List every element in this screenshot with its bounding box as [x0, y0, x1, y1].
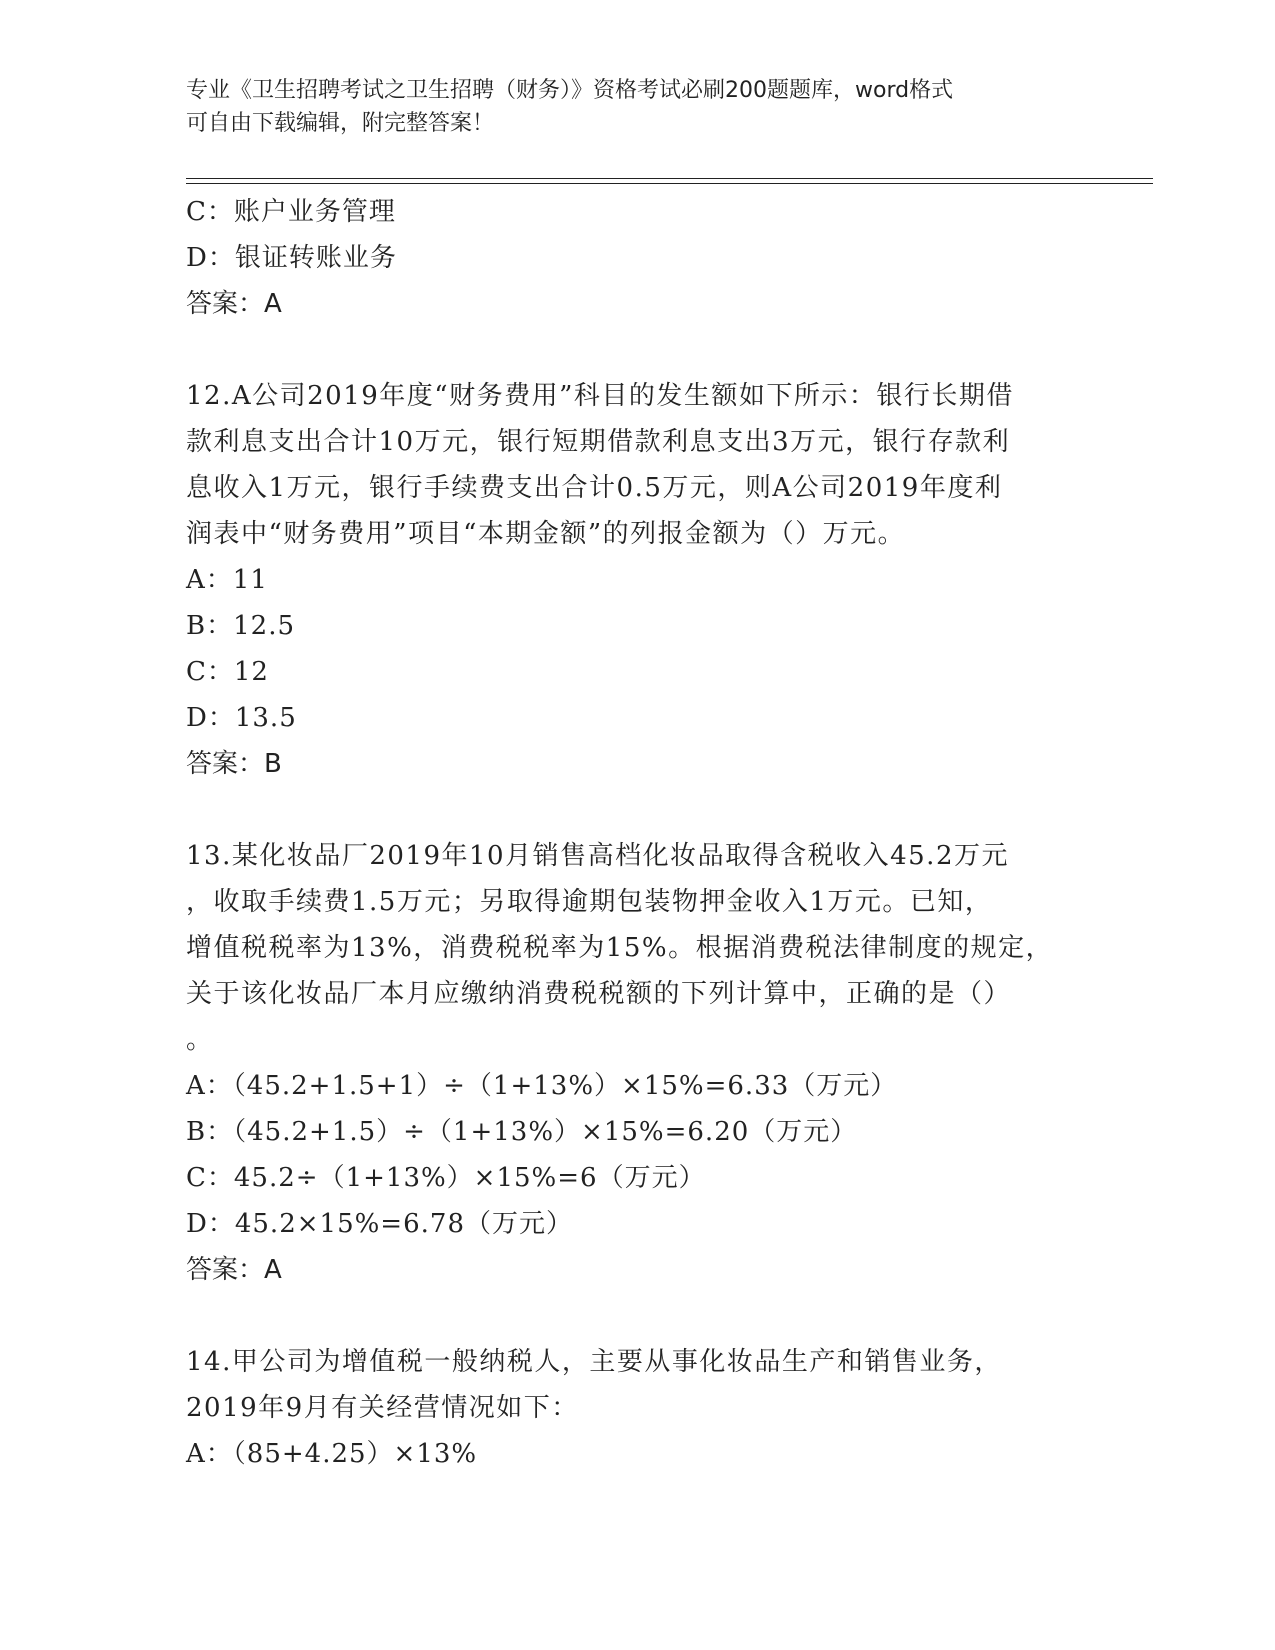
document-header	[186, 74, 1086, 140]
question-12-answer: 答案：B	[186, 749, 282, 779]
document-body	[186, 189, 1086, 1477]
question-12-option-b: B：12.5	[186, 611, 295, 641]
header-rule-bottom	[186, 183, 1153, 184]
question-13-line-2: ，收取手续费1.5万元；另取得逾期包装物押金收入1万元。已知，	[186, 887, 993, 917]
question-14-option-a: A：（85+4.25）×13%	[186, 1439, 478, 1469]
question-13-answer: 答案：A	[186, 1255, 282, 1285]
question-14-line-1: 14.甲公司为增值税一般纳税人，主要从事化妆品生产和销售业务，	[186, 1347, 1002, 1377]
question-13-option-d: D：45.2×15%=6.78（万元）	[186, 1209, 573, 1239]
question-13-option-c: C：45.2÷（1+13%）×15%=6（万元）	[186, 1163, 706, 1193]
header-rule-top	[186, 178, 1153, 179]
header-title-line-2: 可自由下载编辑，附完整答案！	[186, 111, 495, 136]
header-title-line-1: 专业《卫生招聘考试之卫生招聘（财务）》资格考试必刷200题题库，word格式	[186, 78, 954, 103]
question-13-line-4: 关于该化妆品厂本月应缴纳消费税税额的下列计算中，正确的是（）	[186, 979, 1012, 1009]
spacer	[186, 327, 1086, 373]
question-13-option-b: B：（45.2+1.5）÷（1+13%）×15%=6.20（万元）	[186, 1117, 858, 1147]
question-13-line-1: 13.某化妆品厂2019年10月销售高档化妆品取得含税收入45.2万元	[186, 841, 1009, 871]
question-12-option-d: D：13.5	[186, 703, 297, 733]
question-14-line-2: 2019年9月有关经营情况如下：	[186, 1393, 579, 1423]
question-12-line-3: 息收入1万元，银行手续费支出合计0.5万元，则A公司2019年度利	[186, 473, 1003, 503]
question-13-line-3: 增值税税率为13%，消费税税率为15%。根据消费税法律制度的规定，	[186, 933, 1054, 963]
question-12-line-2: 款利息支出合计10万元，银行短期借款利息支出3万元，银行存款利	[186, 427, 1011, 457]
spacer	[186, 1293, 1086, 1339]
question-13-option-a: A：（45.2+1.5+1）÷（1+13%）×15%=6.33（万元）	[186, 1071, 898, 1101]
prev-option-d: D：银证转账业务	[186, 243, 397, 273]
question-14	[186, 1339, 1086, 1477]
question-13-line-5: 。	[186, 1025, 214, 1055]
question-12-option-c: C：12	[186, 657, 269, 687]
question-12-option-a: A：11	[186, 565, 268, 595]
prev-option-c: C：账户业务管理	[186, 197, 396, 227]
prev-answer: 答案：A	[186, 289, 282, 319]
question-12	[186, 373, 1086, 787]
question-12-line-1: 12.A公司2019年度“财务费用”科目的发生额如下所示：银行长期借	[186, 381, 1014, 411]
question-13	[186, 833, 1086, 1293]
question-12-line-4: 润表中“财务费用”项目“本期金额”的列报金额为（）万元。	[186, 519, 906, 549]
spacer	[186, 787, 1086, 833]
